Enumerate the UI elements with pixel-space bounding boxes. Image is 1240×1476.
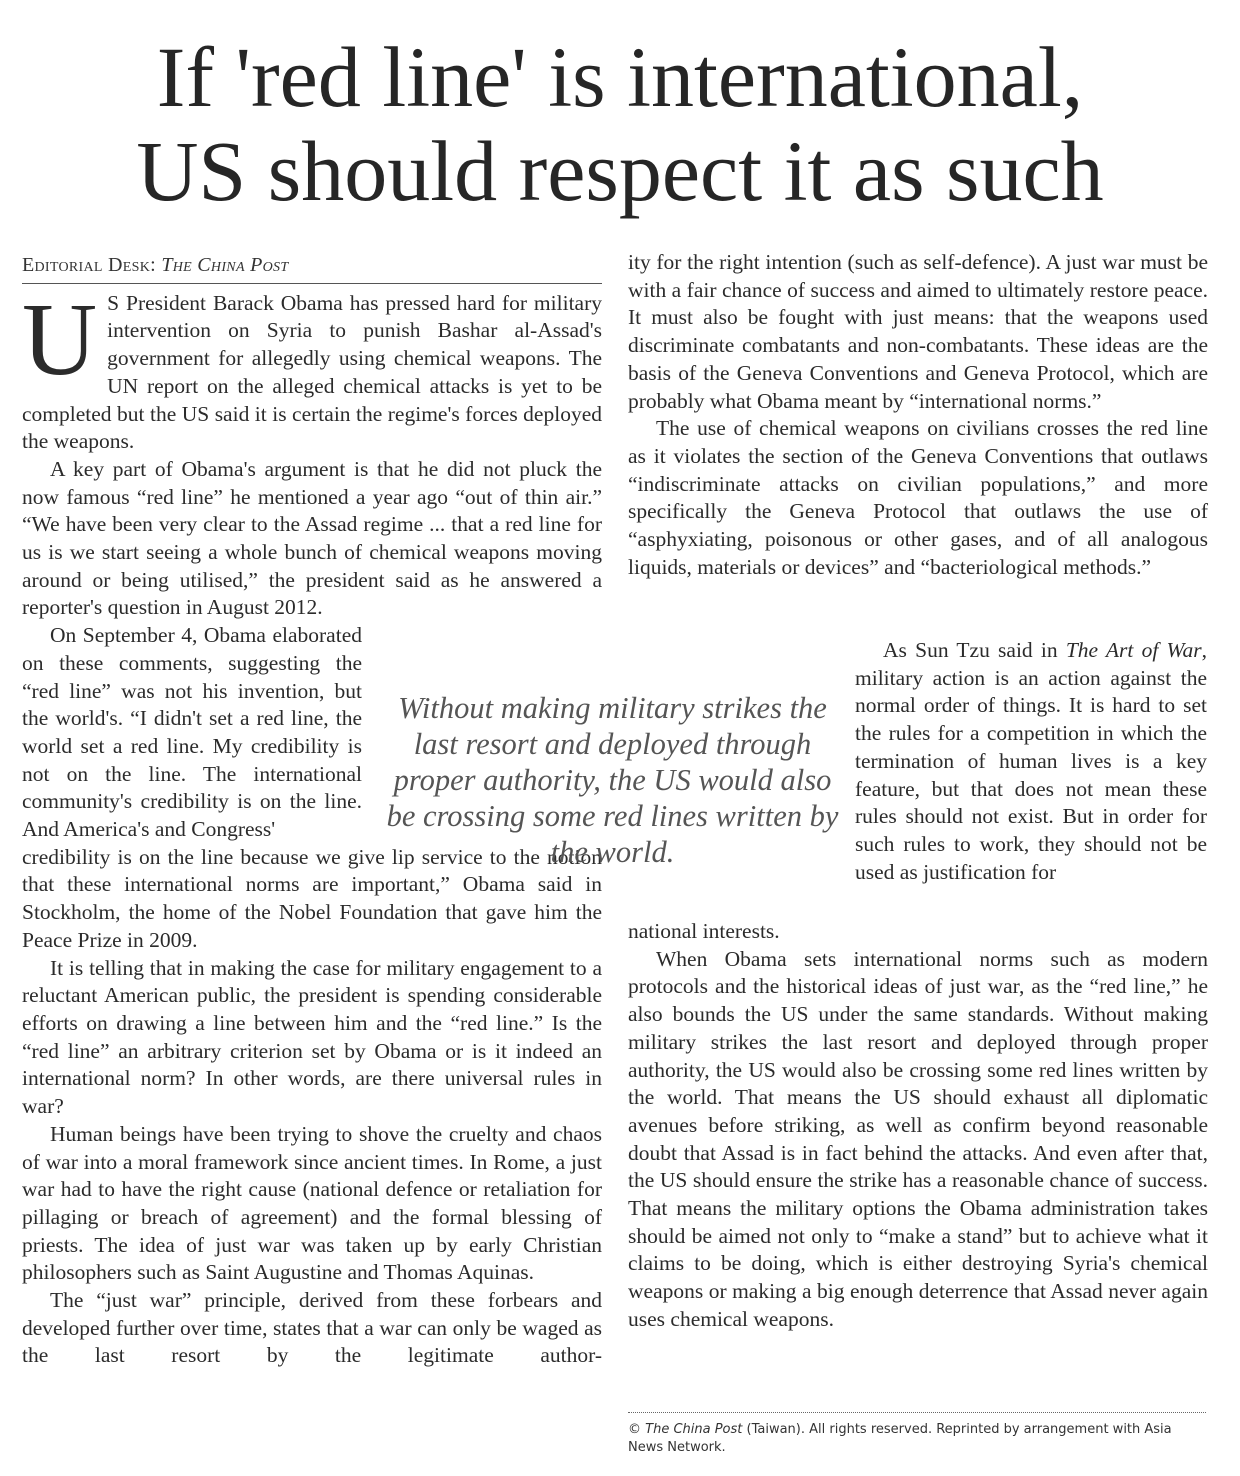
byline-desk: Editorial Desk: bbox=[22, 254, 162, 276]
paragraph: The use of chemical weapons on civilians crosses the red line as it violates the section of the Geneva Conventions that outlaws “indiscriminate attacks on civilian populations,” and more specifically the Geneva Protocol that outlaws the use of “asphyxiating, poisonous or other gases, and of all analogous liquids, materials or devices” and “bacteriological methods.” bbox=[628, 416, 1208, 579]
right-column-bottom bbox=[628, 918, 1208, 1334]
paragraph: It is telling that in making the case for military engagement to a reluctant American public, the president is spending considerable efforts on drawing a line between him and the “red line.” Is the “red line” an arbitrary criterion set by Obama or is it indeed an international norm? In other words, are there universal rules in war? bbox=[22, 955, 602, 1119]
credit-prefix: © bbox=[628, 1422, 646, 1437]
drop-cap: U bbox=[22, 281, 98, 397]
paragraph: When Obama sets international norms such as modern protocols and the historical ideas of just war, as the “red line,” he also bounds the US under the same standards. Without making military strikes the last resort and deployed through proper authority, the US would also be crossing some red lines written by the world. That means the US should exhaust all diplomatic avenues before striking, as well as confirm beyond reasonable doubt that Assad is in fact behind the attacks. And even after that, the US should ensure the strike has a reasonable chance of success. That means the military options the Obama administration takes should be aimed not only to “make a stand” but to achieve what it claims to be doing, which is either destroying Syria's chemical weapons or making a big enough deterrence that Assad never again uses chemical weapons. bbox=[628, 946, 1208, 1331]
book-title: The Art of War bbox=[1065, 638, 1202, 662]
paragraph: Human beings have been trying to shove the cruelty and chaos of war into a moral framework since ancient times. In Rome, a just war had to have the right cause (national defence or retaliation for pillaging or breach of agreement) and the formal blessing of priests. The idea of just war was taken up by early Christian philosophers such as Saint Augustine and Thomas Aquinas. bbox=[22, 1121, 602, 1285]
right-column-wrapped bbox=[855, 637, 1207, 886]
paragraph-continued: national interests. bbox=[628, 919, 780, 943]
paragraph: A key part of Obama's argument is that he did not pluck the now famous “red line” he mentioned a year ago “out of thin air.” “We have been very clear to the Assad regime ... that a red line for us is we start seeing a whole bunch of chemical weapons moving around or being utilised,” the president said as he answered a reporter's question in August 2012. bbox=[22, 456, 602, 620]
headline-line-2: US should respect it as such bbox=[136, 123, 1104, 219]
credit-publication: The China Post bbox=[645, 1422, 743, 1437]
pull-quote: Without making military strikes the last resort and deployed through proper authority, the US would also be crossing some red lines written by the world. bbox=[386, 691, 839, 869]
paragraph bbox=[855, 637, 1207, 886]
paragraph bbox=[22, 281, 602, 456]
paragraph-continued: ity for the right intention (such as self-defence). A just war must be with a fair chance of success and aimed to ultimately restore peace. It must also be fought with just means: that the weapons used discriminate combatants and non-combatants. These ideas are the basis of the Geneva Conventions and Geneva Protocol, which are probably what Obama meant by “international norms.” bbox=[628, 250, 1208, 413]
byline bbox=[22, 252, 602, 284]
byline-publication: The China Post bbox=[161, 254, 289, 276]
right-column-top bbox=[628, 249, 1208, 581]
sun-tzu-text: , military action is an action against the normal order of things. It is hard to set the rules for a competition in which the termination of human lives is a key feature, but that does not mean these rules should not exist. But in order for such rules to work, they should not be used as justification for bbox=[855, 638, 1207, 884]
paragraph-continued: credibility is on the line because we give lip service to the notion that these international norms are important,” Obama said in Stockholm, the home of the Nobel Foundation that gave him the Peace Prize in 2009. bbox=[22, 844, 602, 952]
headline bbox=[0, 30, 1240, 218]
headline-line-1: If 'red line' is international, bbox=[156, 29, 1084, 125]
paragraph-wrapped: On September 4, Obama elaborated on these comments, suggesting the “red line” was not his invention, but the world's. “I didn't set a red line, the world set a red line. My credibility is not on the line. The international community's credibility is on the line. And America's and Congress' bbox=[22, 623, 362, 842]
paragraph: The “just war” principle, derived from these forbears and developed further over time, states that a war can only be waged as the last resort by the legitimate author- bbox=[22, 1288, 602, 1368]
credit-text: (Taiwan). All rights reserved. Reprinted by arrangement with Asia News Network. bbox=[628, 1422, 1172, 1455]
paragraph-text: S President Barack Obama has pressed hard for military intervention on Syria to punish Bashar al-Assad's government for allegedly using chemical weapons. The UN report on the alleged chemical attacks is yet to be completed but the US said it is certain the regime's forces deployed the weapons. bbox=[22, 290, 602, 454]
sun-tzu-lead: As Sun Tzu said in bbox=[883, 638, 1066, 662]
copyright-credit bbox=[628, 1412, 1206, 1457]
